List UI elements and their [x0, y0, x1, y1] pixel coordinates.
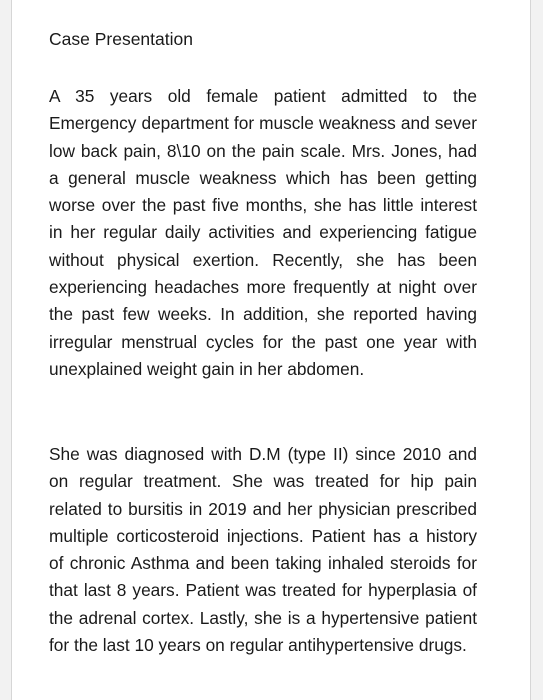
case-paragraph-2: She was diagnosed with D.M (type II) since 2010 and on regular treatment. She was treated for hip pain related to bursitis in 2019 and her physician prescribed multiple corticosteroid injections. Patient has a history of chronic Asthma and been taking inhaled steroids for that last 8 years. Patient was treated for hyperplasia of the adrenal cortex. Lastly, she is a hypertensive patient for the last 10 years on regular antihypertensive drugs.	[49, 444, 477, 656]
case-paragraph-1: A 35 years old female patient admitted to the Emergency department for muscle weakness and sever low back pain, 8\10 on the pain scale. Mrs. Jones, had a general muscle weakness which has been getting worse over the past five months, she has little interest in her regular daily activities and experiencing fatigue without physical exertion. Recently, she has been experiencing headaches more frequently at night over the past few weeks. In addition, she reported having irregular menstrual cycles for the past one year with unexplained weight gain in her abdomen.	[49, 86, 477, 379]
document-page	[11, 0, 531, 700]
document-heading: Case Presentation	[49, 29, 193, 49]
